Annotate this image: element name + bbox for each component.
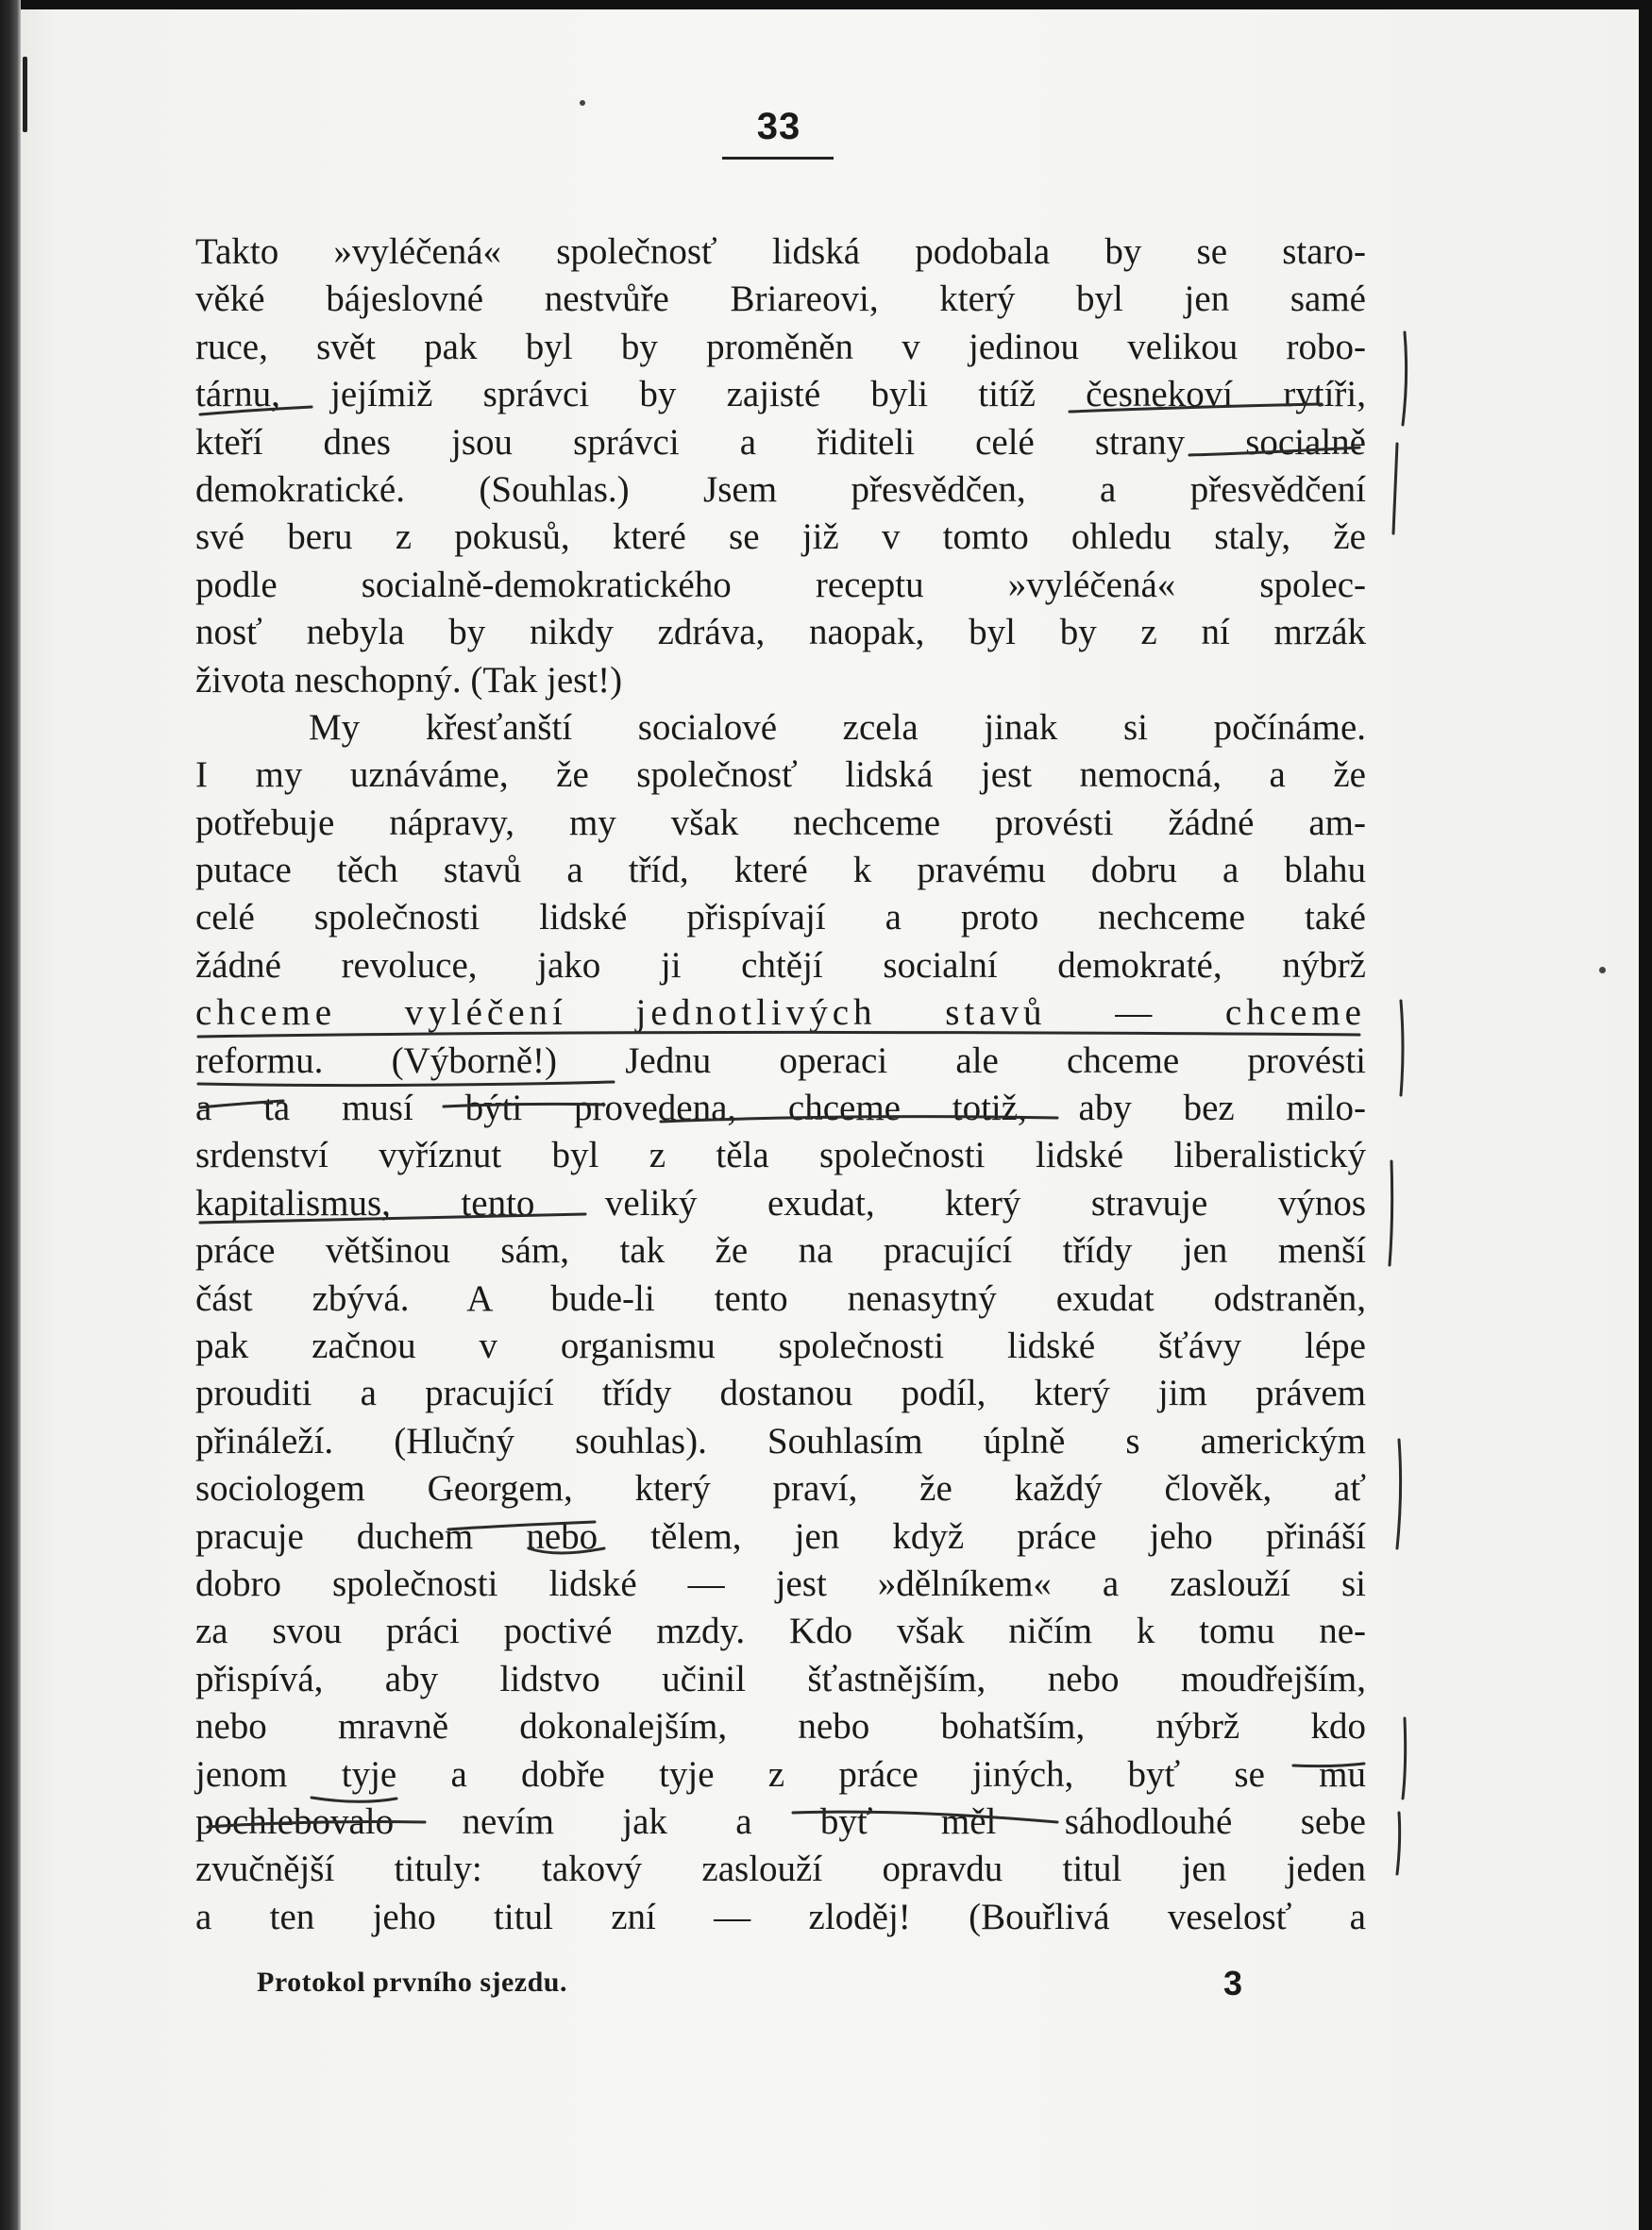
text-line: My křesťanští socialové zcela jinak si počínáme.	[309, 706, 1366, 748]
text-line: nebo mravně dokonalejším, nebo bohatším, nýbrž kdo	[195, 1706, 1366, 1748]
footer-signature-number: 3	[1223, 1964, 1243, 2002]
text-line: za svou práci poctivé mzdy. Kdo však ničím k tomu ne-	[195, 1611, 1366, 1652]
text-line: tárnu, jejímiž správci by zajisté byli titíž česnekoví rytíři,	[195, 374, 1366, 415]
text-line: a ta musí býti provedena, chceme totiž, aby bez milo-	[195, 1088, 1366, 1129]
page-number-rule	[722, 157, 834, 160]
ink-speck	[580, 100, 585, 106]
text-line: věké bájeslovné nestvůře Briareovi, který byl jen samé	[195, 279, 1366, 320]
text-line: pak začnou v organismu společnosti lidské šťávy lépe	[195, 1325, 1366, 1366]
spine-mark	[23, 57, 27, 132]
scan-frame-left	[0, 0, 21, 2230]
text-line: putace těch stavů a tříd, které k pravému dobru a blahu	[195, 850, 1366, 891]
text-line: přináleží. (Hlučný souhlas). Souhlasím úplně s americkým	[195, 1420, 1366, 1461]
pencil-margin-bar	[1397, 1813, 1400, 1874]
text-line: dobro společnosti lidské — jest »dělníkem« a zaslouží si	[195, 1563, 1366, 1604]
footer-title: Protokol prvního sjezdu.	[257, 1967, 567, 1998]
pencil-margin-bar	[1393, 444, 1397, 533]
ink-speck	[1599, 967, 1606, 973]
text-line: zvučnější tituly: takový zaslouží opravdu titul jen jeden	[195, 1849, 1366, 1890]
pencil-margin-bar	[1390, 1161, 1392, 1265]
text-line: prouditi a pracující třídy dostanou podíl, který jim právem	[195, 1373, 1366, 1414]
text-line: celé společnosti lidské přispívají a proto nechceme také	[195, 897, 1366, 938]
pencil-margin-bar	[1403, 332, 1407, 425]
text-line: pracuje duchem nebo tělem, jen když práce jeho přináší	[195, 1515, 1366, 1557]
text-line: své beru z pokusů, které se již v tomto ohledu staly, že	[195, 516, 1366, 558]
text-line: pochlebovalo nevím jak a byť měl sáhodlouhé sebe	[195, 1800, 1366, 1842]
text-line: srdenství vyříznut byl z těla společnosti lidské liberalistický	[195, 1135, 1366, 1176]
body-text	[195, 228, 1366, 1941]
text-line: a ten jeho titul zní — zloděj! (Bouřlivá veselosť a	[195, 1896, 1366, 1937]
text-line: reformu. (Výborně!) Jednu operaci ale chceme provésti	[195, 1039, 1366, 1081]
text-line: I my uznáváme, že společnosť lidská jest nemocná, a že	[195, 754, 1366, 796]
pencil-margin-bar	[1397, 1440, 1401, 1548]
scan-frame-top	[0, 0, 1652, 9]
text-line: Takto »vyléčená« společnosť lidská podobala by se staro-	[195, 231, 1366, 272]
text-line: ruce, svět pak byl by proměněn v jedinou velikou robo-	[195, 326, 1366, 367]
text-line: práce většinou sám, tak že na pracující třídy jen menší	[195, 1230, 1366, 1272]
text-line: života neschopný. (Tak jest!)	[195, 659, 623, 701]
text-line: část zbývá. A bude-li tento nenasytný exudat odstraněn,	[195, 1277, 1366, 1319]
text-line: kapitalismus, tento veliký exudat, který stravuje výnos	[195, 1182, 1366, 1224]
scan-frame-right	[1639, 0, 1652, 2230]
text-line: sociologem Georgem, který praví, že každý člověk, ať	[195, 1468, 1366, 1510]
text-line: podle socialně-demokratického receptu »vyléčená« spolec-	[195, 564, 1366, 605]
text-line: chceme vyléčení jednotlivých stavů — chceme	[195, 992, 1366, 1034]
text-line: přispívá, aby lidstvo učinil šťastnějším, nebo moudřejším,	[195, 1658, 1366, 1699]
text-line: potřebuje nápravy, my však nechceme provésti žádné am-	[195, 802, 1366, 843]
text-line: nosť nebyla by nikdy zdráva, naopak, byl by z ní mrzák	[195, 612, 1366, 653]
pencil-margin-bar	[1403, 1718, 1406, 1799]
text-line: demokratické. (Souhlas.) Jsem přesvědčen, a přesvědčení	[195, 468, 1366, 510]
pencil-margin-bar	[1401, 1001, 1403, 1095]
page-number: 33	[756, 106, 801, 147]
text-line: jenom tyje a dobře tyje z práce jiných, byť se mu	[195, 1753, 1366, 1795]
text-line: kteří dnes jsou správci a řiditeli celé strany socialně	[195, 421, 1366, 463]
text-line: žádné revoluce, jako ji chtějí socialní demokraté, nýbrž	[195, 944, 1366, 986]
